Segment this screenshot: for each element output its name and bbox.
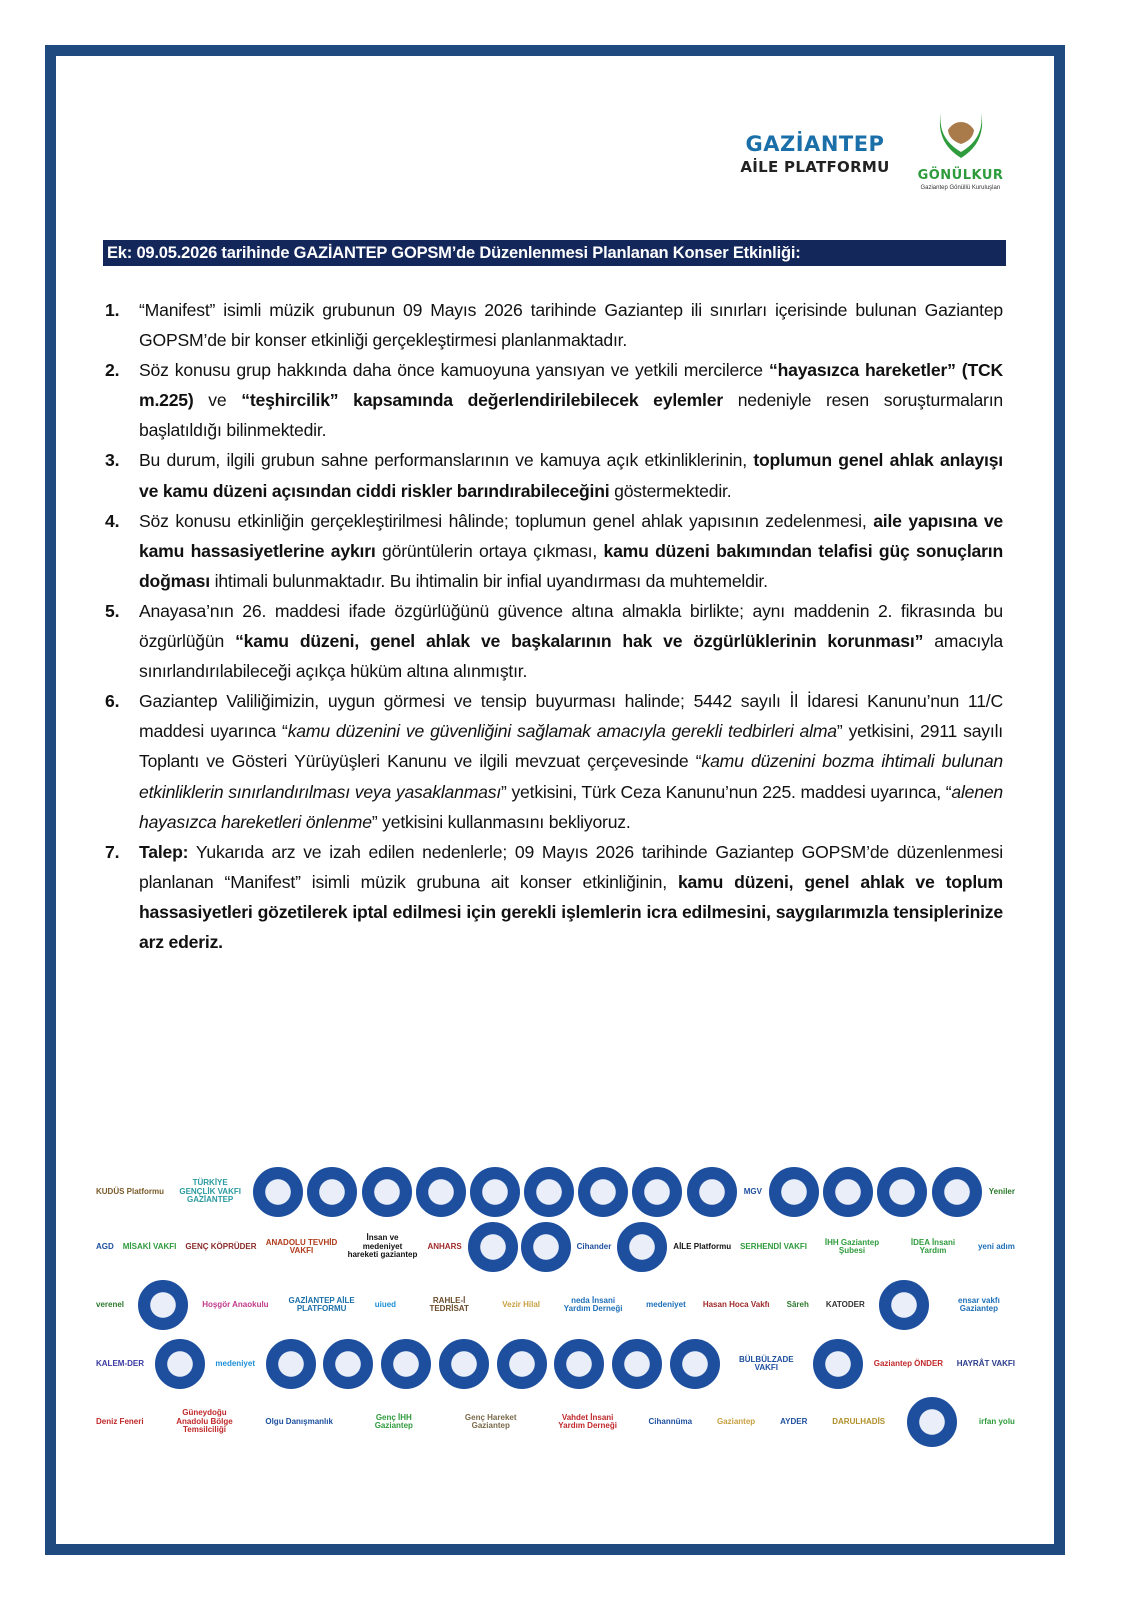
organization-logo (307, 1167, 357, 1217)
logo-label: AYDER (780, 1416, 808, 1426)
organization-logo (355, 1397, 433, 1447)
item-number: 5. (105, 600, 120, 621)
organization-logo (612, 1339, 662, 1389)
organization-logo (769, 1167, 819, 1217)
logo-label: İDEA İnsani Yardım (910, 1237, 956, 1255)
logo-label: Hasan Hoca Vakfı (702, 1299, 770, 1309)
logo-label: AGD (96, 1241, 114, 1251)
logo-label: TÜRKİYE GENÇLİK VAKFI GAZİANTEP (179, 1178, 241, 1205)
logo-label: ANADOLU TEVHİD VAKFI (265, 1237, 338, 1255)
organization-logo (416, 1167, 466, 1217)
logo-label: Yeniler (988, 1186, 1015, 1196)
logo-label: İnsan ve medeniyet hareketi gaziantep (347, 1233, 418, 1260)
organization-logo (813, 1222, 891, 1272)
item-number: 4. (105, 510, 120, 531)
item-number: 3. (105, 450, 120, 471)
list-item (105, 686, 1003, 836)
logo-name: GÖNÜLKUR (917, 168, 1004, 183)
item-text: “Manifest” isimli müzik grubunun 09 Mayıs 2026 tarihinde Gaziantep ili sınırları içerisinde bulunan Gaziantep GOPSM’de bir konser etkinliği gerçekleştirmesi planlanmaktadır. (139, 300, 1003, 351)
organization-logo (372, 1280, 399, 1330)
logo-label: MİSAKİ VAKFI (122, 1241, 177, 1251)
item-text: Bu durum, ilgili grubun sahne performanslarının ve kamuya açık etkinliklerinin, toplumun genel ahlak anlayışı ve kamu düzeni açısından ciddi riskler barındırabileceğini göstermektedir. (139, 450, 1003, 501)
list-item (105, 506, 1003, 596)
organization-logo (470, 1167, 520, 1217)
item-list (105, 295, 1003, 957)
item-text: Söz konusu etkinliğin gerçekleştirilmesi hâlinde; toplumun genel ahlak yapısının zedelenmesi, aile yapısına ve kamu hassasiyetlerine aykırı görüntülerin ortaya çıkması, kamu düzeni bakımından telafisi güç sonuçların doğması ihtimali bulunmaktadır. Bu ihtimalin bir infial uyandırması da muhtemeldir. (139, 510, 1004, 591)
organization-logo (199, 1280, 271, 1330)
organization-logo (424, 1222, 464, 1272)
organization-logo (670, 1339, 720, 1389)
logo-subtitle: AİLE PLATFORMU (740, 158, 890, 176)
organization-logo (93, 1339, 147, 1389)
organization-logo (499, 1280, 543, 1330)
organization-logo (212, 1339, 258, 1389)
organization-logo (976, 1397, 1018, 1447)
organization-logo (954, 1339, 1018, 1389)
logo-label: Genç İHH Gaziantep (374, 1412, 413, 1430)
logo-label: Güneydoğu Anadolu Bölge Temsilciliği (176, 1408, 233, 1435)
logo-label: medeniyet (215, 1358, 255, 1368)
organization-logo (687, 1167, 737, 1217)
list-item (105, 837, 1003, 957)
logo-label: MGV (743, 1186, 762, 1196)
logo-label: Vahdet İnsani Yardım Derneği (558, 1412, 617, 1430)
organization-logos (93, 1165, 1018, 1455)
organization-logo (700, 1280, 773, 1330)
organization-logo (283, 1280, 361, 1330)
organization-logo (574, 1222, 615, 1272)
organization-logo (263, 1222, 341, 1272)
organization-logo (932, 1167, 982, 1217)
organization-logo (617, 1222, 667, 1272)
organization-logo (253, 1167, 303, 1217)
logo-label: BÜLBÜLZADE VAKFI (738, 1354, 794, 1372)
organization-logo (986, 1167, 1018, 1217)
logo-label: irfan yolu (978, 1416, 1015, 1426)
item-number: 7. (105, 841, 120, 862)
organization-logo (784, 1280, 812, 1330)
item-text: Talep: Yukarıda arz ve izah edilen nedenlerle; 09 Mayıs 2026 tarihinde Gaziantep GOPSM’de düzenlenmesi planlanan “Manifest” isimli müzik grubuna ait konser etkinliğinin, kamu düzeni, genel ahlak ve toplum hassasiyetleri gözetilerek iptal edilmesi için gerekli işlemlerin icra edilmesini, saygılarımızla tensiplerinize arz ederiz. (139, 841, 1003, 952)
organization-logo (182, 1222, 259, 1272)
organization-logo (362, 1167, 412, 1217)
header-logos (735, 108, 1025, 198)
logo-label: GENÇ KÖPRÜDER (185, 1241, 257, 1251)
logo-label: Cihander (576, 1241, 612, 1251)
organization-logo (554, 1339, 604, 1389)
organization-logo (727, 1339, 805, 1389)
logo-subtitle: Gaziantep Gönüllü Kuruluşları (920, 185, 1001, 191)
organization-logo (155, 1339, 205, 1389)
organization-logo (171, 1167, 249, 1217)
logo-label: KUDÜS Platformu (96, 1186, 165, 1196)
item-text: Anayasa’nın 26. maddesi ifade özgürlüğünü güvence altına almakla birlikte; aynı maddenin 2. fikrasında bu özgürlüğün “kamu düzeni, genel ahlak ve başkalarının hak ve özgürlüklerinin korunması” amacıyla sınırlandırılabileceği açıkça hüküm altına alınmıştır. (139, 600, 1003, 682)
list-item (105, 596, 1003, 686)
item-number: 6. (105, 691, 120, 712)
logo-label: ensar vakfı Gaziantep (958, 1295, 1000, 1313)
logo-label: KATODER (825, 1299, 865, 1309)
logo-label: GAZİANTEP AİLE PLATFORMU (288, 1295, 355, 1313)
logo-label: AİLE Platformu (673, 1241, 732, 1251)
organization-logo (262, 1397, 336, 1447)
list-item (105, 445, 1003, 505)
item-text: Gaziantep Valiliğimizin, uygun görmesi ve tensip buyurması halinde; 5442 sayılı İl İdaresi Kanunu’nun 11/C maddesi uyarınca “kamu düzenini ve güvenliğini sağlamak amacıyla gerekli tedbirleri alma” yetkisini, 2911 sayılı Toplantı ve Gösteri Yürüyüşleri Kanunu ve ilgili mevzuat çerçevesinde “kamu düzenini bozma ihtimali bulunan etkinliklerin sınırlandırılması veya yasaklanması” yetkisini, Türk Ceza Kanunu’nun 225. maddesi uyarınca, “alenen hayasızca hareketleri önlenme” yetkisini kullanmasını bekliyoruz. (139, 691, 1004, 832)
organization-logo (497, 1339, 547, 1389)
organization-logo (777, 1397, 810, 1447)
organization-logo (93, 1280, 127, 1330)
organization-logo (381, 1339, 431, 1389)
organization-logo (879, 1280, 929, 1330)
organization-logo (737, 1222, 810, 1272)
organization-logo (323, 1339, 373, 1389)
logo-label: Deniz Feneri (96, 1416, 144, 1426)
logo-label: Gaziantep ÖNDER (873, 1358, 944, 1368)
organization-logo (120, 1222, 180, 1272)
item-number: 1. (105, 300, 120, 320)
organization-logo (940, 1280, 1018, 1330)
organization-logo (93, 1222, 117, 1272)
organization-logo (871, 1339, 946, 1389)
logo-label: RAHLE-İ TEDRİSAT (429, 1295, 469, 1313)
logo-label: SERHENDİ VAKFI (740, 1241, 808, 1251)
organization-logo (165, 1397, 243, 1447)
crescent-emblem-icon (931, 108, 991, 166)
logo-label: ANHARS (427, 1241, 462, 1251)
logo-label: Cihannüma (648, 1416, 693, 1426)
organization-logo (549, 1397, 627, 1447)
organization-logo (343, 1222, 421, 1272)
logo-label: uiued (374, 1299, 397, 1309)
logo-row (93, 1278, 1018, 1332)
logo-row (93, 1337, 1018, 1391)
document-title: Ek: 09.05.2026 tarihinde GAZİANTEP GOPSM’de Düzenlenmesi Planlanan Konser Etkinliği: (103, 240, 1006, 266)
organization-logo (93, 1167, 167, 1217)
logo-label: İHH Gaziantep Şubesi (824, 1237, 880, 1255)
logo-row (93, 1165, 1018, 1219)
organization-logo (452, 1397, 530, 1447)
organization-logo (93, 1397, 147, 1447)
organization-logo (578, 1167, 628, 1217)
organization-logo (439, 1339, 489, 1389)
organization-logo (877, 1167, 927, 1217)
logo-label: Gaziantep (716, 1416, 756, 1426)
logo-label: Vezir Hilal (502, 1299, 541, 1309)
organization-logo (813, 1339, 863, 1389)
organization-logo (741, 1167, 765, 1217)
organization-logo (975, 1222, 1018, 1272)
list-item (105, 355, 1003, 445)
logo-label: Genç Hareket Gaziantep (464, 1412, 517, 1430)
list-item (105, 295, 1003, 355)
logo-row (93, 1220, 1018, 1274)
organization-logo (521, 1222, 571, 1272)
organization-logo (907, 1397, 957, 1447)
logo-label: verenel (96, 1299, 125, 1309)
organization-logo (138, 1280, 188, 1330)
logo-label: KALEM-DER (96, 1358, 144, 1368)
gonulkur-logo (913, 108, 1008, 191)
logo-label: yeni adım (977, 1241, 1015, 1251)
organization-logo (823, 1167, 873, 1217)
item-text: Söz konusu grup hakkında daha önce kamuoyuna yansıyan ve yetkili mercilerce “hayasızca hareketler” (TCK m.225) ve “teşhircilik” kapsamında değerlendirilebilecek eylemler nedeniyle resen soruşturmaların başlatıldığı bilinmektedir. (139, 360, 1003, 441)
organization-logo (894, 1222, 972, 1272)
logo-label: Olgu Danışmanlık (265, 1416, 333, 1426)
organization-logo (643, 1280, 689, 1330)
logo-label: neda İnsani Yardım Derneği (563, 1295, 623, 1313)
organization-logo (714, 1397, 758, 1447)
organization-logo (646, 1397, 696, 1447)
organization-logo (829, 1397, 888, 1447)
logo-label: Hoşgör Anaokulu (202, 1299, 269, 1309)
organization-logo (670, 1222, 734, 1272)
organization-logo (266, 1339, 316, 1389)
organization-logo (524, 1167, 574, 1217)
organization-logo (554, 1280, 632, 1330)
logo-label: Sâreh (786, 1299, 809, 1309)
organization-logo (632, 1167, 682, 1217)
logo-label: HAYRÂT VAKFI (956, 1358, 1015, 1368)
organization-logo (823, 1280, 868, 1330)
logo-title: GAZİANTEP (745, 132, 885, 156)
logo-row (93, 1395, 1018, 1449)
logo-label: medeniyet (646, 1299, 686, 1309)
logo-label: DARULHADİS (832, 1416, 886, 1426)
gaziantep-aile-platformu-logo (735, 132, 895, 176)
organization-logo (468, 1222, 518, 1272)
item-number: 2. (105, 360, 120, 381)
organization-logo (410, 1280, 488, 1330)
